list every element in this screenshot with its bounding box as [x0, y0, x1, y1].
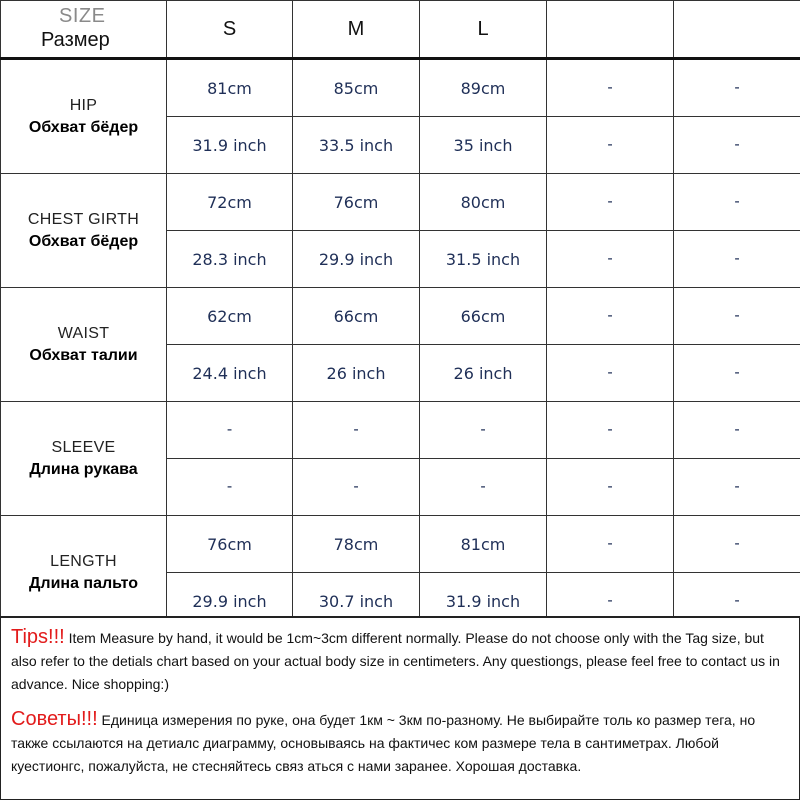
inch-value-cell: -: [674, 573, 800, 630]
cm-value-cell: -: [674, 59, 800, 117]
inch-value-cell: -: [547, 231, 674, 288]
cm-value-cell: -: [293, 402, 420, 459]
cm-value-cell: -: [674, 402, 800, 459]
cm-value-cell: -: [674, 288, 800, 345]
inch-value-cell: -: [674, 231, 800, 288]
measurement-label-ru: Обхват бёдер: [28, 118, 139, 136]
size-header-empty-2: [674, 1, 800, 59]
measurement-label-en: LENGTH: [50, 552, 117, 570]
notes-panel: [0, 616, 800, 800]
cm-value-cell: -: [547, 402, 674, 459]
inch-value-cell: 31.9 inch: [167, 117, 293, 174]
measurement-label-cell: [1, 516, 167, 630]
tips-note-en: [11, 626, 793, 696]
measurement-label-cell: [1, 59, 167, 174]
inch-value-cell: 26 inch: [420, 345, 547, 402]
cm-value-cell: 72cm: [167, 174, 293, 231]
inch-value-cell: 31.5 inch: [420, 231, 547, 288]
inch-value-cell: -: [167, 459, 293, 516]
inch-value-cell: 35 inch: [420, 117, 547, 174]
cm-value-cell: 62cm: [167, 288, 293, 345]
measurement-label-ru: Обхват бёдер: [28, 232, 139, 250]
measurement-label-en: HIP: [69, 96, 98, 114]
measurement-label-cell: [1, 288, 167, 402]
cm-value-cell: -: [420, 402, 547, 459]
inch-value-cell: -: [293, 459, 420, 516]
inch-value-cell: -: [547, 117, 674, 174]
measurement-label-ru: Длина пальто: [29, 574, 138, 592]
measurement-row-sleeve-cm: [1, 402, 800, 459]
inch-value-cell: -: [547, 573, 674, 630]
tips-text: Item Measure by hand, it would be 1cm~3cm different normally. Please do not choose only with the Tag size, but also refer to the detials chart based on your actual body size in centimeters. Any questiongs, please feel free to contact us in advance. Nice shopping:): [11, 630, 780, 692]
size-label-ru: Размер: [41, 29, 110, 51]
measurement-label-ru: Обхват талии: [29, 346, 138, 364]
inch-value-cell: 30.7 inch: [293, 573, 420, 630]
tips-text-ru: Единица измерения по руке, она будет 1км ~ 3км по-разному. Не выбирайте толь ко размер тега, но также ссылаются на детиалс диаграмму, основываясь на фактичес ком размере тела в сантиметрах. Любой куестионгс, пожалуйста, не стесняйтесь связ аться с нами заранее. Хорошая доставка.: [11, 712, 756, 774]
cm-value-cell: 80cm: [420, 174, 547, 231]
measurement-row-waist-cm: [1, 288, 800, 345]
size-header-l: L: [420, 1, 547, 59]
inch-value-cell: -: [547, 459, 674, 516]
size-label-en: SIZE: [59, 5, 106, 27]
measurement-label-en: WAIST: [57, 324, 110, 342]
cm-value-cell: -: [547, 174, 674, 231]
measurement-row-length-cm: [1, 516, 800, 573]
cm-value-cell: 66cm: [293, 288, 420, 345]
cm-value-cell: 89cm: [420, 59, 547, 117]
inch-value-cell: 29.9 inch: [293, 231, 420, 288]
measurement-label-cell: [1, 402, 167, 516]
cm-value-cell: 76cm: [167, 516, 293, 573]
cm-value-cell: 78cm: [293, 516, 420, 573]
size-header-m: M: [293, 1, 420, 59]
cm-value-cell: -: [547, 59, 674, 117]
inch-value-cell: 33.5 inch: [293, 117, 420, 174]
cm-value-cell: -: [167, 402, 293, 459]
inch-value-cell: -: [674, 459, 800, 516]
cm-value-cell: -: [547, 516, 674, 573]
cm-value-cell: -: [674, 174, 800, 231]
measurement-label-en: SLEEVE: [51, 438, 116, 456]
inch-value-cell: -: [547, 345, 674, 402]
cm-value-cell: 81cm: [420, 516, 547, 573]
inch-value-cell: 31.9 inch: [420, 573, 547, 630]
size-header-empty-1: [547, 1, 674, 59]
measurement-label-en: CHEST GIRTH: [27, 210, 140, 228]
measurement-row-chest-girth-cm: [1, 174, 800, 231]
measurement-label-cell: [1, 174, 167, 288]
inch-value-cell: 28.3 inch: [167, 231, 293, 288]
inch-value-cell: -: [420, 459, 547, 516]
tips-note-ru: [11, 708, 793, 778]
cm-value-cell: 76cm: [293, 174, 420, 231]
inch-value-cell: -: [674, 345, 800, 402]
inch-value-cell: -: [674, 117, 800, 174]
cm-value-cell: 81cm: [167, 59, 293, 117]
size-header-s: S: [167, 1, 293, 59]
cm-value-cell: 85cm: [293, 59, 420, 117]
cm-value-cell: 66cm: [420, 288, 547, 345]
size-corner-cell: [1, 1, 167, 59]
cm-value-cell: -: [547, 288, 674, 345]
cm-value-cell: -: [674, 516, 800, 573]
inch-value-cell: 26 inch: [293, 345, 420, 402]
tips-tag-ru: Советы!!!: [11, 708, 98, 730]
measurement-row-hip-cm: [1, 59, 800, 117]
inch-value-cell: 29.9 inch: [167, 573, 293, 630]
measurement-label-ru: Длина рукава: [29, 460, 138, 478]
header-row: [1, 1, 800, 59]
tips-tag: Tips!!!: [11, 626, 65, 648]
inch-value-cell: 24.4 inch: [167, 345, 293, 402]
